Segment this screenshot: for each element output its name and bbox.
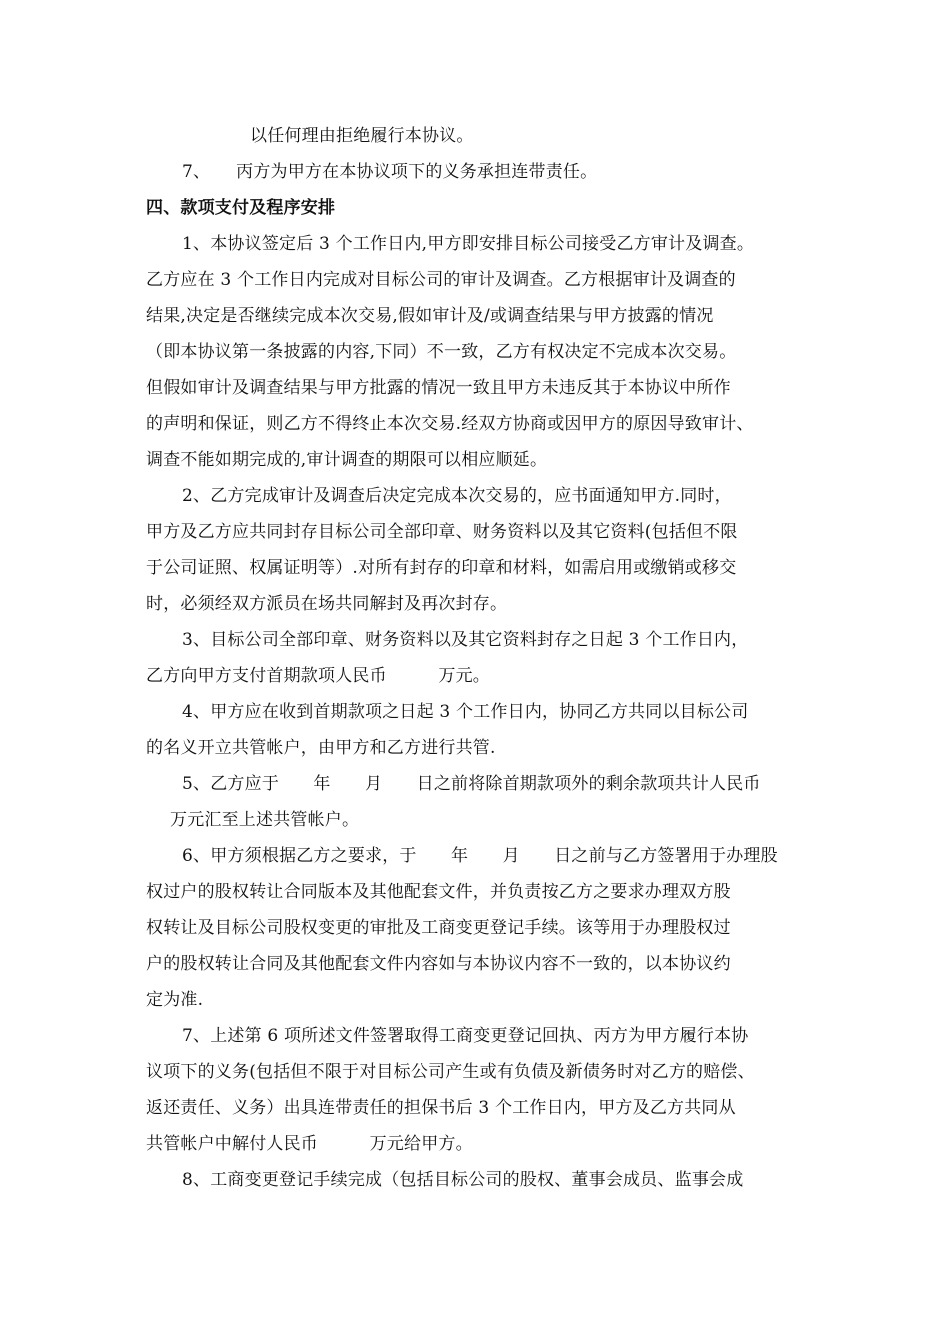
- paragraph-7-line-1: 7、上述第 6 项所述文件签署取得工商变更登记回执、丙方为甲方履行本协: [182, 1026, 749, 1046]
- paragraph-7-line-2: 议项下的义务(包括但不限于对目标公司产生或有负债及新债务时对乙方的赔偿、: [146, 1062, 755, 1082]
- paragraph-7-line-3: 返还责任、义务）出具连带责任的担保书后 3 个工作日内，甲方及乙方共同从: [146, 1098, 736, 1118]
- paragraph-1-line-2: 乙方应在 3 个工作日内完成对目标公司的审计及调查。乙方根据审计及调查的: [146, 270, 736, 290]
- paragraph-1-line-6: 的声明和保证，则乙方不得终止本次交易.经双方协商或因甲方的原因导致审计、: [146, 414, 754, 434]
- paragraph-6-line-1: 6、甲方须根据乙方之要求，于 年 月 日之前与乙方签署用于办理股: [182, 846, 778, 866]
- paragraph-7-line-4: 共管帐户中解付人民币 万元给甲方。: [146, 1134, 473, 1154]
- paragraph-6-line-5: 定为准.: [146, 990, 204, 1010]
- paragraph-6-line-4: 户的股权转让合同及其他配套文件内容如与本协议内容不一致的，以本协议约: [146, 954, 731, 974]
- paragraph-1-line-5: 但假如审计及调查结果与甲方批露的情况一致且甲方未违反其于本协议中所作: [146, 378, 731, 398]
- paragraph-1-line-7: 调查不能如期完成的,审计调查的期限可以相应顺延。: [146, 450, 548, 470]
- paragraph-1-line-3: 结果,决定是否继续完成本次交易,假如审计及/或调查结果与甲方披露的情况: [146, 306, 714, 326]
- paragraph-4-line-1: 4、甲方应在收到首期款项之日起 3 个工作日内，协同乙方共同以目标公司: [182, 702, 749, 722]
- paragraph-6-line-2: 权过户的股权转让合同版本及其他配套文件，并负责按乙方之要求办理双方股: [146, 882, 731, 902]
- clause-7-line: 7、 丙方为甲方在本协议项下的义务承担连带责任。: [182, 162, 598, 182]
- text-line-continuation: 以任何理由拒绝履行本协议。: [250, 126, 474, 146]
- section-heading: 四、款项支付及程序安排: [146, 198, 336, 218]
- paragraph-2-line-1: 2、乙方完成审计及调查后决定完成本次交易的，应书面通知甲方.同时，: [182, 486, 732, 506]
- paragraph-3-line-2: 乙方向甲方支付首期款项人民币 万元。: [146, 666, 490, 686]
- paragraph-1-line-4: （即本协议第一条披露的内容,下同）不一致，乙方有权决定不完成本次交易。: [146, 342, 737, 362]
- paragraph-8-line-1: 8、工商变更登记手续完成（包括目标公司的股权、董事会成员、监事会成: [182, 1170, 744, 1190]
- paragraph-2-line-4: 时，必须经双方派员在场共同解封及再次封存。: [146, 594, 508, 614]
- paragraph-2-line-2: 甲方及乙方应共同封存目标公司全部印章、财务资料以及其它资料(包括但不限: [146, 522, 738, 542]
- paragraph-2-line-3: 于公司证照、权属证明等）.对所有封存的印章和材料，如需启用或缴销或移交: [146, 558, 737, 578]
- paragraph-5-line-1: 5、乙方应于 年 月 日之前将除首期款项外的剩余款项共计人民币: [182, 774, 761, 794]
- paragraph-4-line-2: 的名义开立共管帐户，由甲方和乙方进行共管.: [146, 738, 496, 758]
- paragraph-5-line-2: 万元汇至上述共管帐户。: [170, 810, 360, 830]
- paragraph-1-line-1: 1、本协议签定后 3 个工作日内,甲方即安排目标公司接受乙方审计及调查。: [182, 234, 755, 254]
- paragraph-6-line-3: 权转让及目标公司股权变更的审批及工商变更登记手续。该等用于办理股权过: [146, 918, 731, 938]
- paragraph-3-line-1: 3、目标公司全部印章、财务资料以及其它资料封存之日起 3 个工作日内，: [182, 630, 749, 650]
